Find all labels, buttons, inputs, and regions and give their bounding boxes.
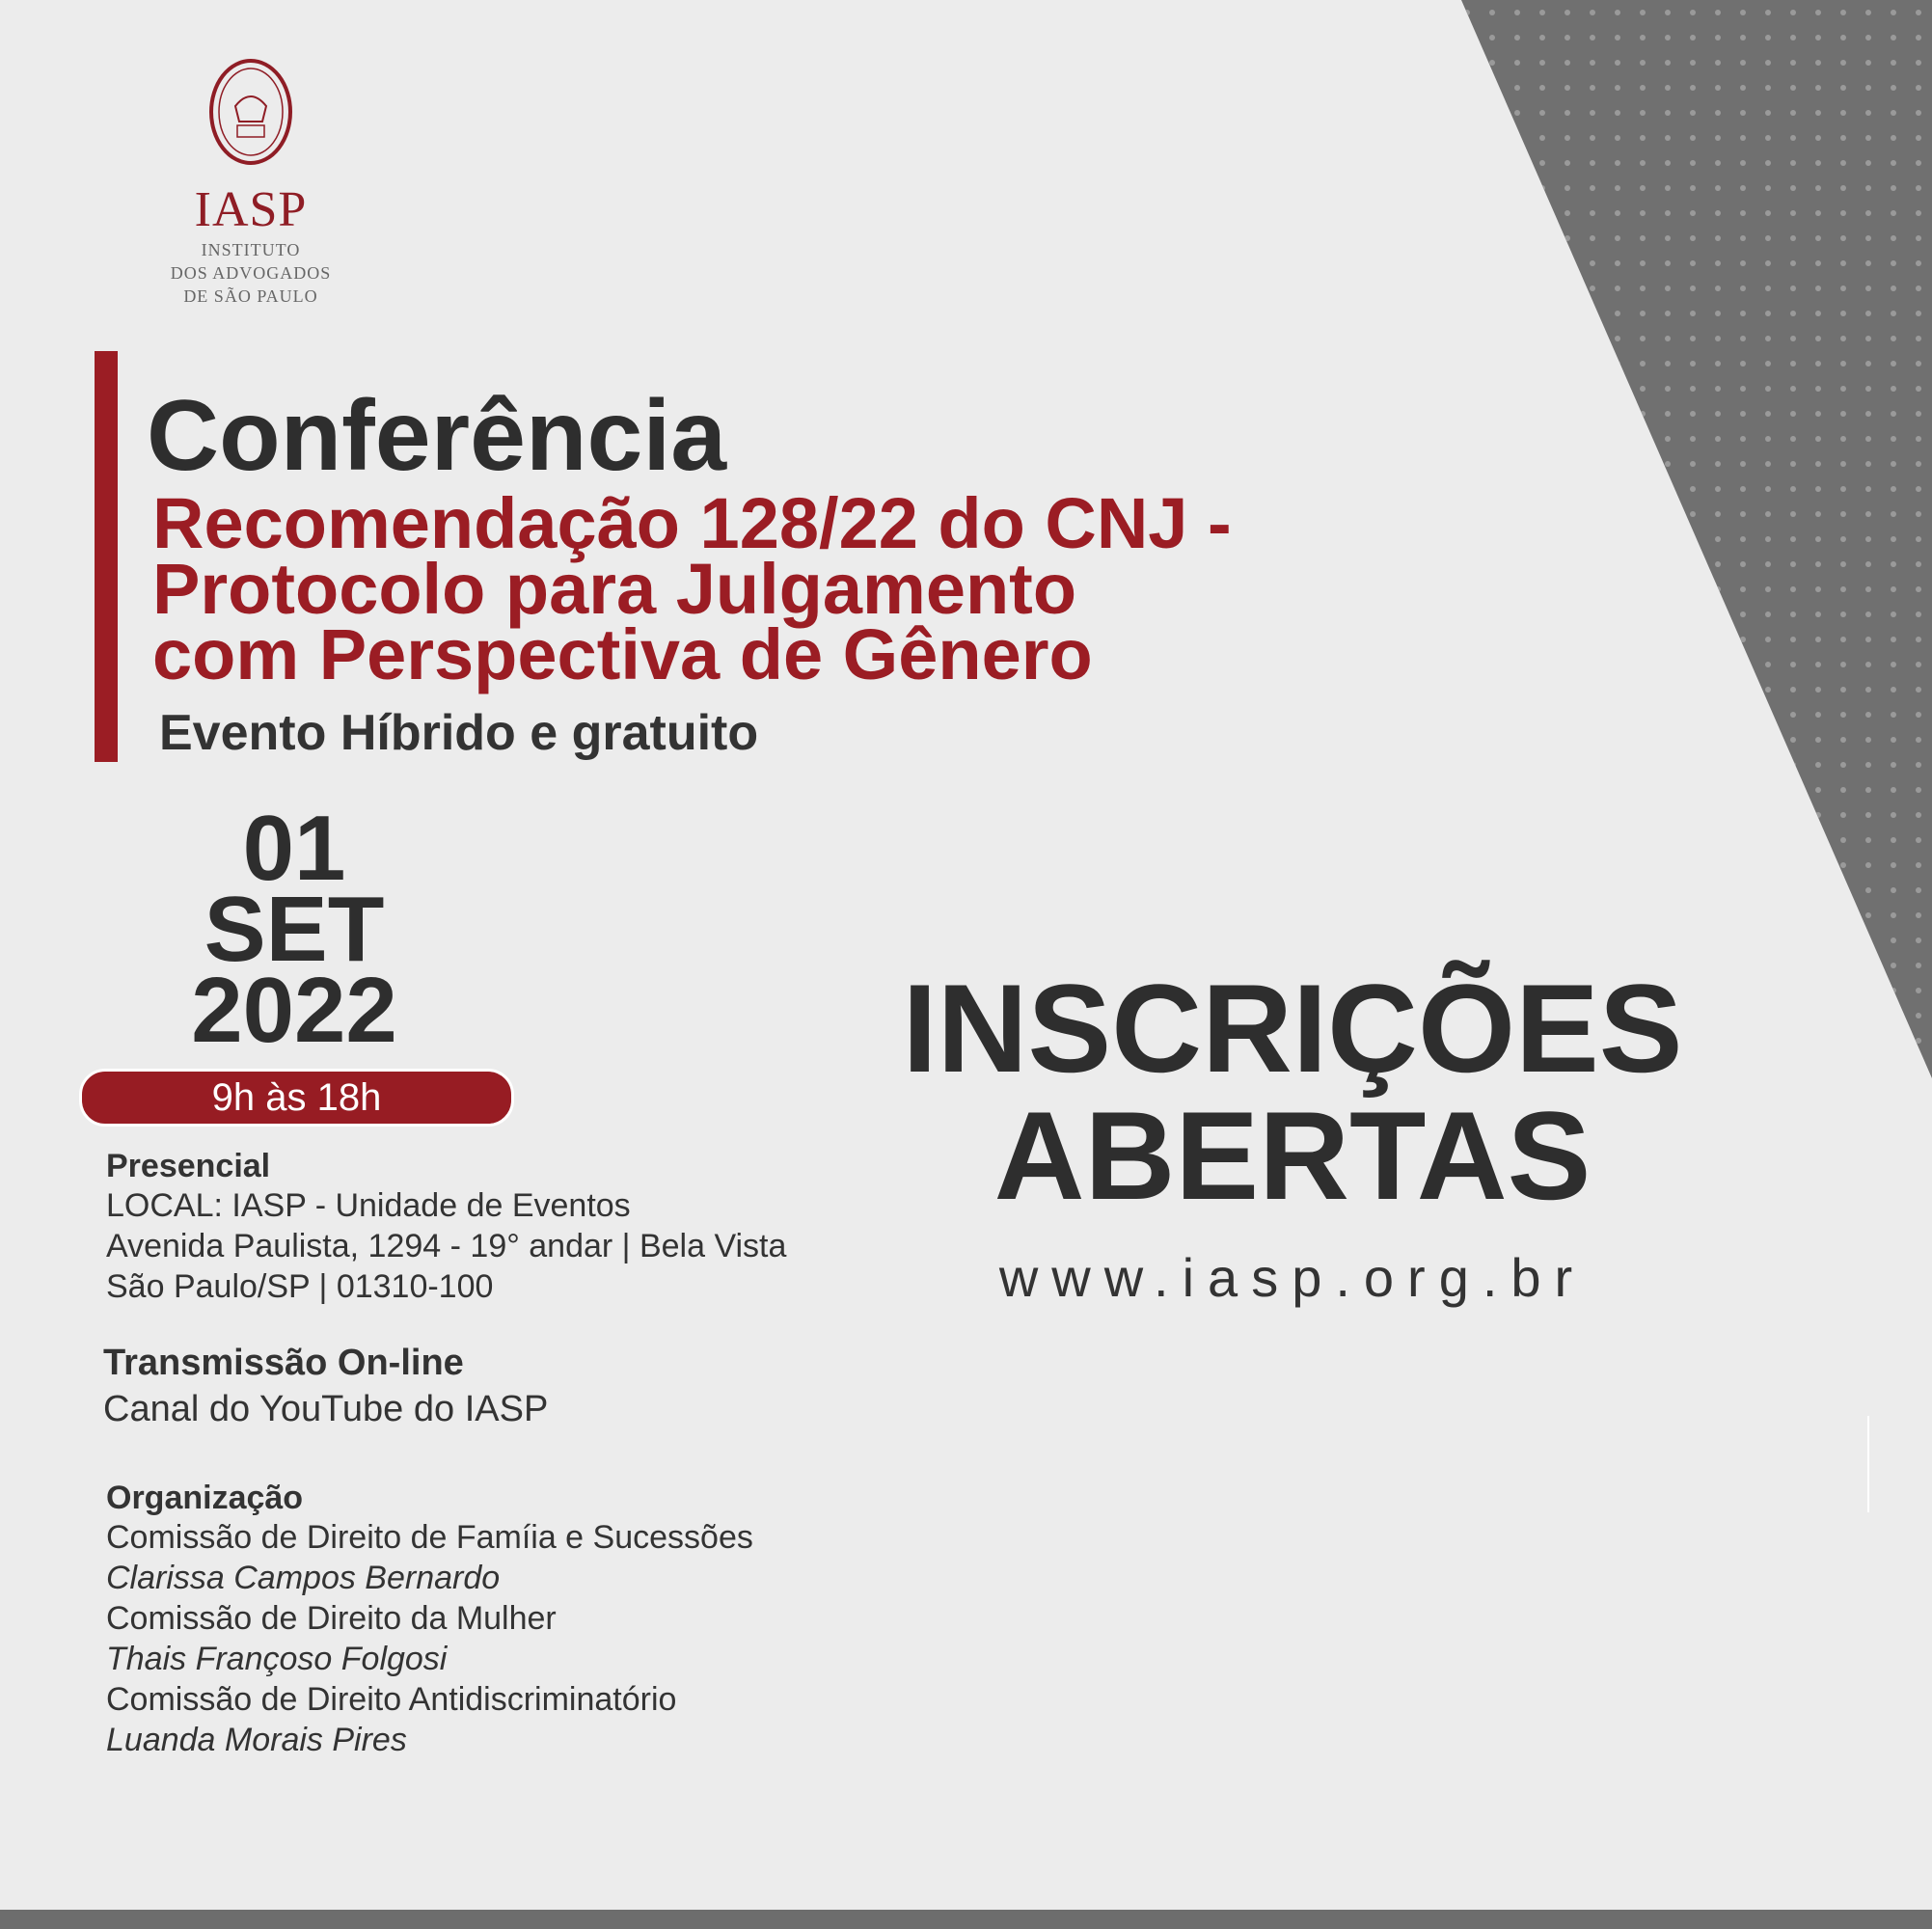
registration-cta (849, 958, 1736, 1226)
event-date (154, 797, 434, 1062)
cta-line: INSCRIÇÕES (902, 958, 1683, 1099)
iasp-logo (154, 58, 347, 308)
presencial-heading: Presencial (106, 1148, 271, 1184)
subtitle-line: Recomendação 128/22 do CNJ - (152, 483, 1232, 563)
logo-name (154, 238, 347, 308)
title-accent-bar (95, 351, 118, 762)
logo-name-line: INSTITUTO (201, 240, 301, 259)
logo-name-line: DOS ADVOGADOS (170, 263, 332, 283)
date-month: SET (204, 878, 385, 981)
online-line: Canal do YouTube do IASP (103, 1389, 549, 1429)
organizacao-section (106, 1480, 753, 1760)
subtitle-line: Protocolo para Julgamento (152, 549, 1077, 629)
date-year: 2022 (191, 959, 397, 1062)
commission-name: Comissão de Direito da Mulher (106, 1600, 557, 1637)
divider (1867, 1416, 1869, 1512)
presencial-section (106, 1148, 786, 1307)
commission-person: Clarissa Campos Bernardo (106, 1560, 501, 1596)
organizacao-heading: Organização (106, 1480, 304, 1516)
online-heading: Transmissão On-line (103, 1343, 464, 1383)
commission-name: Comissão de Direito Antidiscriminatório (106, 1681, 677, 1718)
presencial-line: LOCAL: IASP - Unidade de Eventos (106, 1187, 631, 1224)
logo-name-line: DE SÃO PAULO (183, 286, 318, 306)
event-tagline: Evento Híbrido e gratuito (159, 705, 759, 761)
date-day: 01 (242, 797, 346, 900)
presencial-line: São Paulo/SP | 01310-100 (106, 1268, 494, 1305)
event-time-badge: 9h às 18h (79, 1069, 514, 1127)
commission-name: Comissão de Direito de Famíia e Sucessões (106, 1519, 753, 1556)
subtitle-line: com Perspectiva de Gênero (152, 614, 1093, 694)
bottom-stripe (0, 1910, 1932, 1929)
event-type-title: Conferência (147, 380, 727, 492)
logo-acronym: IASP (194, 182, 308, 237)
online-section (103, 1343, 548, 1434)
presencial-line: Avenida Paulista, 1294 - 19° andar | Bela Vista (106, 1228, 787, 1264)
seal-icon (208, 58, 293, 166)
cta-line: ABERTAS (993, 1085, 1592, 1226)
dot-pattern (1461, 0, 1932, 1078)
commission-person: Luanda Morais Pires (106, 1722, 407, 1758)
website-link[interactable]: www.iasp.org.br (998, 1247, 1587, 1308)
event-subtitle (152, 483, 1232, 694)
commission-person: Thais Françoso Folgosi (106, 1641, 448, 1677)
